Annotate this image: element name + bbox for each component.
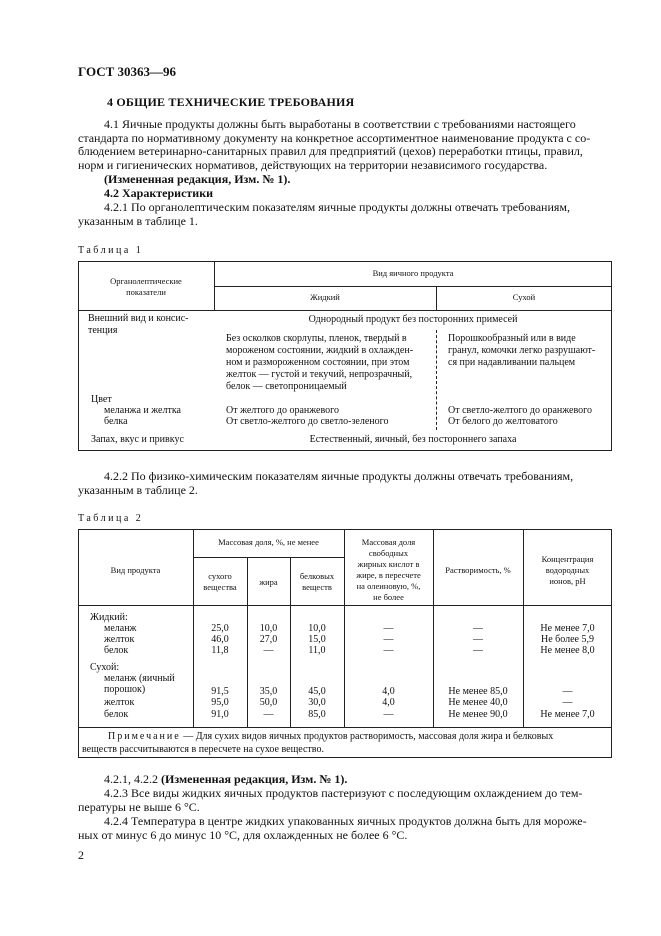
table1-header-indicator bbox=[80, 276, 212, 298]
row-label-text: Внешний вид и консис- bbox=[88, 313, 189, 324]
table1-row-smell-common: Естественный, яичный, без постороннего запаха bbox=[309, 434, 517, 445]
cell-line: белок — светопроницаемый bbox=[226, 381, 347, 392]
cell-fat: 27,0 bbox=[259, 634, 278, 645]
cell-dry: 46,0 bbox=[211, 634, 229, 645]
table1-row-color-melange-dry: От светло-желтого до оранжевого bbox=[448, 405, 592, 416]
cell-ph: — bbox=[562, 697, 573, 708]
cell-dry: 25,0 bbox=[211, 623, 229, 634]
table1-row-color-melange-label: меланжа и желтка bbox=[104, 405, 181, 416]
p421-line: указанным в таблице 1. bbox=[78, 213, 198, 228]
header-text: показатели bbox=[126, 287, 166, 297]
table2-header-protein bbox=[290, 571, 344, 593]
table2-grid-line bbox=[193, 557, 344, 558]
table2-header-mass: Массовая доля, %, не менее bbox=[218, 537, 319, 547]
table2-header-solubility: Растворимость, % bbox=[445, 565, 511, 575]
cell-line: Порошкообразный или в виде bbox=[448, 333, 576, 344]
change-note-prefix: 4.2.1, 4.2.2 bbox=[104, 772, 161, 786]
table2-group-liquid: Жидкий: bbox=[90, 612, 128, 623]
table2-header-fat: жира bbox=[259, 577, 278, 587]
cell-line: ном и размороженном состоянии, при этом bbox=[226, 357, 410, 368]
table1-row-appearance-liquid bbox=[226, 333, 436, 393]
cell-protein: 15,0 bbox=[308, 634, 326, 645]
cell-acids: — bbox=[383, 634, 394, 645]
header-text: не более bbox=[373, 592, 404, 602]
cell-line: Без осколков скорлупы, пленок, твердый в bbox=[226, 333, 407, 344]
p41-line: стандарта по нормативному документу на конкретное ассортиментное наименование продукта с со- bbox=[78, 130, 591, 145]
document-code: ГОСТ 30363—96 bbox=[78, 64, 177, 79]
cell-fat: — bbox=[263, 645, 274, 656]
header-text: водородных bbox=[545, 565, 590, 575]
change-note-1 bbox=[78, 173, 612, 187]
table1-row-color-label: Цвет bbox=[91, 394, 112, 405]
row-name: порошок) bbox=[104, 684, 146, 695]
table1-row-appearance-dry bbox=[448, 333, 612, 369]
cell-protein: 45,0 bbox=[308, 686, 326, 697]
row-name: белок bbox=[104, 709, 129, 720]
cell-line: ся при надавливании пальцем bbox=[448, 357, 576, 368]
section-title: 4 ОБЩИЕ ТЕХНИЧЕСКИЕ ТРЕБОВАНИЯ bbox=[107, 95, 355, 109]
table1-row-color-white-dry: От белого до желтоватого bbox=[448, 416, 558, 427]
paragraph-4-2-2 bbox=[78, 470, 612, 497]
header-text: ионов, pH bbox=[549, 576, 586, 586]
table1-caption: Таблица 1 bbox=[78, 245, 144, 256]
p41-line: норм и гигиенических нормативов, действующих на территории независимого государства. bbox=[78, 157, 548, 172]
p423-line: 4.2.3 Все виды жидких яичных продуктов пастеризуют с последующим охлаждением до тем- bbox=[104, 786, 583, 800]
cell-acids: — bbox=[383, 709, 394, 720]
row-name: белок bbox=[104, 645, 129, 656]
cell-line: желток — густой и текучий, непрозрачный, bbox=[226, 369, 413, 380]
table2-header-dry-matter bbox=[193, 571, 247, 593]
header-text: Органолептические bbox=[110, 276, 182, 286]
cell-ph: Не более 5,9 bbox=[541, 634, 594, 645]
p423-line: пературы не выше 6 °С. bbox=[78, 799, 200, 814]
table1-row-color-white-label: белка bbox=[104, 416, 128, 427]
page-number: 2 bbox=[78, 848, 84, 862]
table1-row-smell-label: Запах, вкус и привкус bbox=[91, 434, 184, 445]
table1-grid-line bbox=[78, 310, 612, 311]
cell-protein: 10,0 bbox=[308, 623, 326, 634]
row-name: желток bbox=[104, 634, 135, 645]
row-name: меланж (яичный bbox=[104, 673, 175, 684]
cell-solubility: — bbox=[473, 623, 483, 634]
paragraph-4-1 bbox=[78, 118, 612, 172]
cell-dry: 11,8 bbox=[211, 645, 229, 656]
cell-line: мороженом состоянии, жидкий в охлажден- bbox=[226, 345, 414, 356]
change-note-2 bbox=[78, 773, 612, 787]
header-text: сухого bbox=[208, 571, 232, 581]
cell-solubility: Не менее 40,0 bbox=[448, 697, 508, 708]
note-text: веществ рассчитываются в пересчете на сухое вещество. bbox=[82, 744, 324, 755]
p422-line: указанным в таблице 2. bbox=[78, 482, 198, 497]
cell-solubility: Не менее 85,0 bbox=[448, 686, 508, 697]
header-text: свободных bbox=[368, 548, 409, 558]
cell-protein: 85,0 bbox=[308, 709, 326, 720]
paragraph-4-2-1 bbox=[78, 201, 612, 228]
table1-header-liquid: Жидкий bbox=[310, 292, 340, 302]
paragraph-4-2-4 bbox=[78, 815, 612, 842]
header-text: жире, в пересчете bbox=[356, 570, 421, 580]
p41-line: 4.1 Яичные продукты должны быть выработаны в соответствии с требованиями настоящего bbox=[104, 117, 576, 131]
header-text: Концентрация bbox=[541, 554, 594, 564]
table2-header-acids bbox=[344, 537, 433, 603]
row-name: меланж bbox=[104, 623, 137, 634]
cell-fat: 10,0 bbox=[259, 623, 278, 634]
cell-fat: 35,0 bbox=[259, 686, 278, 697]
row-label-text: тенция bbox=[88, 325, 118, 336]
table1-grid-line bbox=[214, 286, 612, 287]
change-note-text: (Измененная редакция, Изм. № 1). bbox=[161, 772, 348, 786]
cell-acids: 4,0 bbox=[382, 697, 395, 708]
cell-fat: — bbox=[263, 709, 274, 720]
table1-row-color-white-liquid: От светло-желтого до светло-зеленого bbox=[226, 416, 389, 427]
cell-ph: — bbox=[562, 686, 573, 697]
table2-header-product: Вид продукта bbox=[110, 565, 161, 575]
paragraph-4-2-3 bbox=[78, 787, 612, 814]
change-note-text: (Измененная редакция, Изм. № 1). bbox=[104, 172, 291, 186]
cell-solubility: — bbox=[473, 634, 483, 645]
note-label: Примечание bbox=[108, 731, 181, 742]
cell-dry: 91,5 bbox=[211, 686, 229, 697]
header-text: на олеиновую, %, bbox=[356, 581, 421, 591]
table2-grid-line bbox=[78, 605, 612, 606]
table2-caption: Таблица 2 bbox=[78, 513, 144, 524]
cell-fat: 50,0 bbox=[259, 697, 278, 708]
table1-row-appearance-common: Однородный продукт без посторонних примесей bbox=[308, 314, 518, 325]
table2-note bbox=[82, 730, 608, 756]
header-text: вещества bbox=[203, 582, 237, 592]
cell-acids: — bbox=[383, 623, 394, 634]
p421-line: 4.2.1 По органолептическим показателям яичные продукты должны отвечать требованиям, bbox=[104, 200, 570, 214]
p424-line: ных от минус 6 до минус 10 °С, для охлажденных не более 6 °С. bbox=[78, 827, 408, 842]
header-text: белковых bbox=[299, 571, 335, 581]
cell-ph: Не менее 8,0 bbox=[540, 645, 595, 656]
cell-acids: 4,0 bbox=[382, 686, 395, 697]
header-text: жирных кислот в bbox=[357, 559, 420, 569]
table2-header-ph bbox=[523, 554, 612, 587]
header-text: веществ bbox=[302, 582, 332, 592]
table1-header-dry: Сухой bbox=[512, 292, 536, 302]
subsection-title-text: 4.2 Характеристики bbox=[104, 186, 214, 200]
table1-row-color-melange-liquid: От желтого до оранжевого bbox=[226, 405, 339, 416]
row-name: желток bbox=[104, 697, 135, 708]
cell-acids: — bbox=[383, 645, 394, 656]
table2-grid-line bbox=[78, 727, 612, 728]
cell-dry: 91,0 bbox=[211, 709, 229, 720]
table2-group-dry: Сухой: bbox=[90, 662, 120, 673]
table1-header-kind: Вид яичного продукта bbox=[372, 268, 454, 278]
cell-protein: 11,0 bbox=[308, 645, 326, 656]
p424-line: 4.2.4 Температура в центре жидких упакованных яичных продуктов должна быть для мороже- bbox=[104, 814, 587, 828]
table1-grid-line bbox=[436, 330, 437, 430]
header-text: Массовая доля bbox=[361, 537, 416, 547]
cell-solubility: Не менее 90,0 bbox=[448, 709, 508, 720]
p422-line: 4.2.2 По физико-химическим показателям яичные продукты должны отвечать требованиям, bbox=[104, 469, 574, 483]
cell-dry: 95,0 bbox=[211, 697, 229, 708]
cell-protein: 30,0 bbox=[308, 697, 326, 708]
cell-solubility: — bbox=[473, 645, 483, 656]
table1-row-appearance-label bbox=[88, 313, 214, 337]
cell-ph: Не менее 7,0 bbox=[540, 623, 595, 634]
cell-line: гранул, комочки легко разрушают- bbox=[448, 345, 596, 356]
subsection-4-2-title bbox=[78, 187, 612, 201]
cell-ph: Не менее 7,0 bbox=[540, 709, 595, 720]
note-text: — Для сухих видов яичных продуктов растворимость, массовая доля жира и белковых bbox=[180, 731, 554, 742]
p41-line: блюдением ветеринарно-санитарных правил для предприятий (цехов) переработки птицы, правил, bbox=[78, 144, 583, 158]
